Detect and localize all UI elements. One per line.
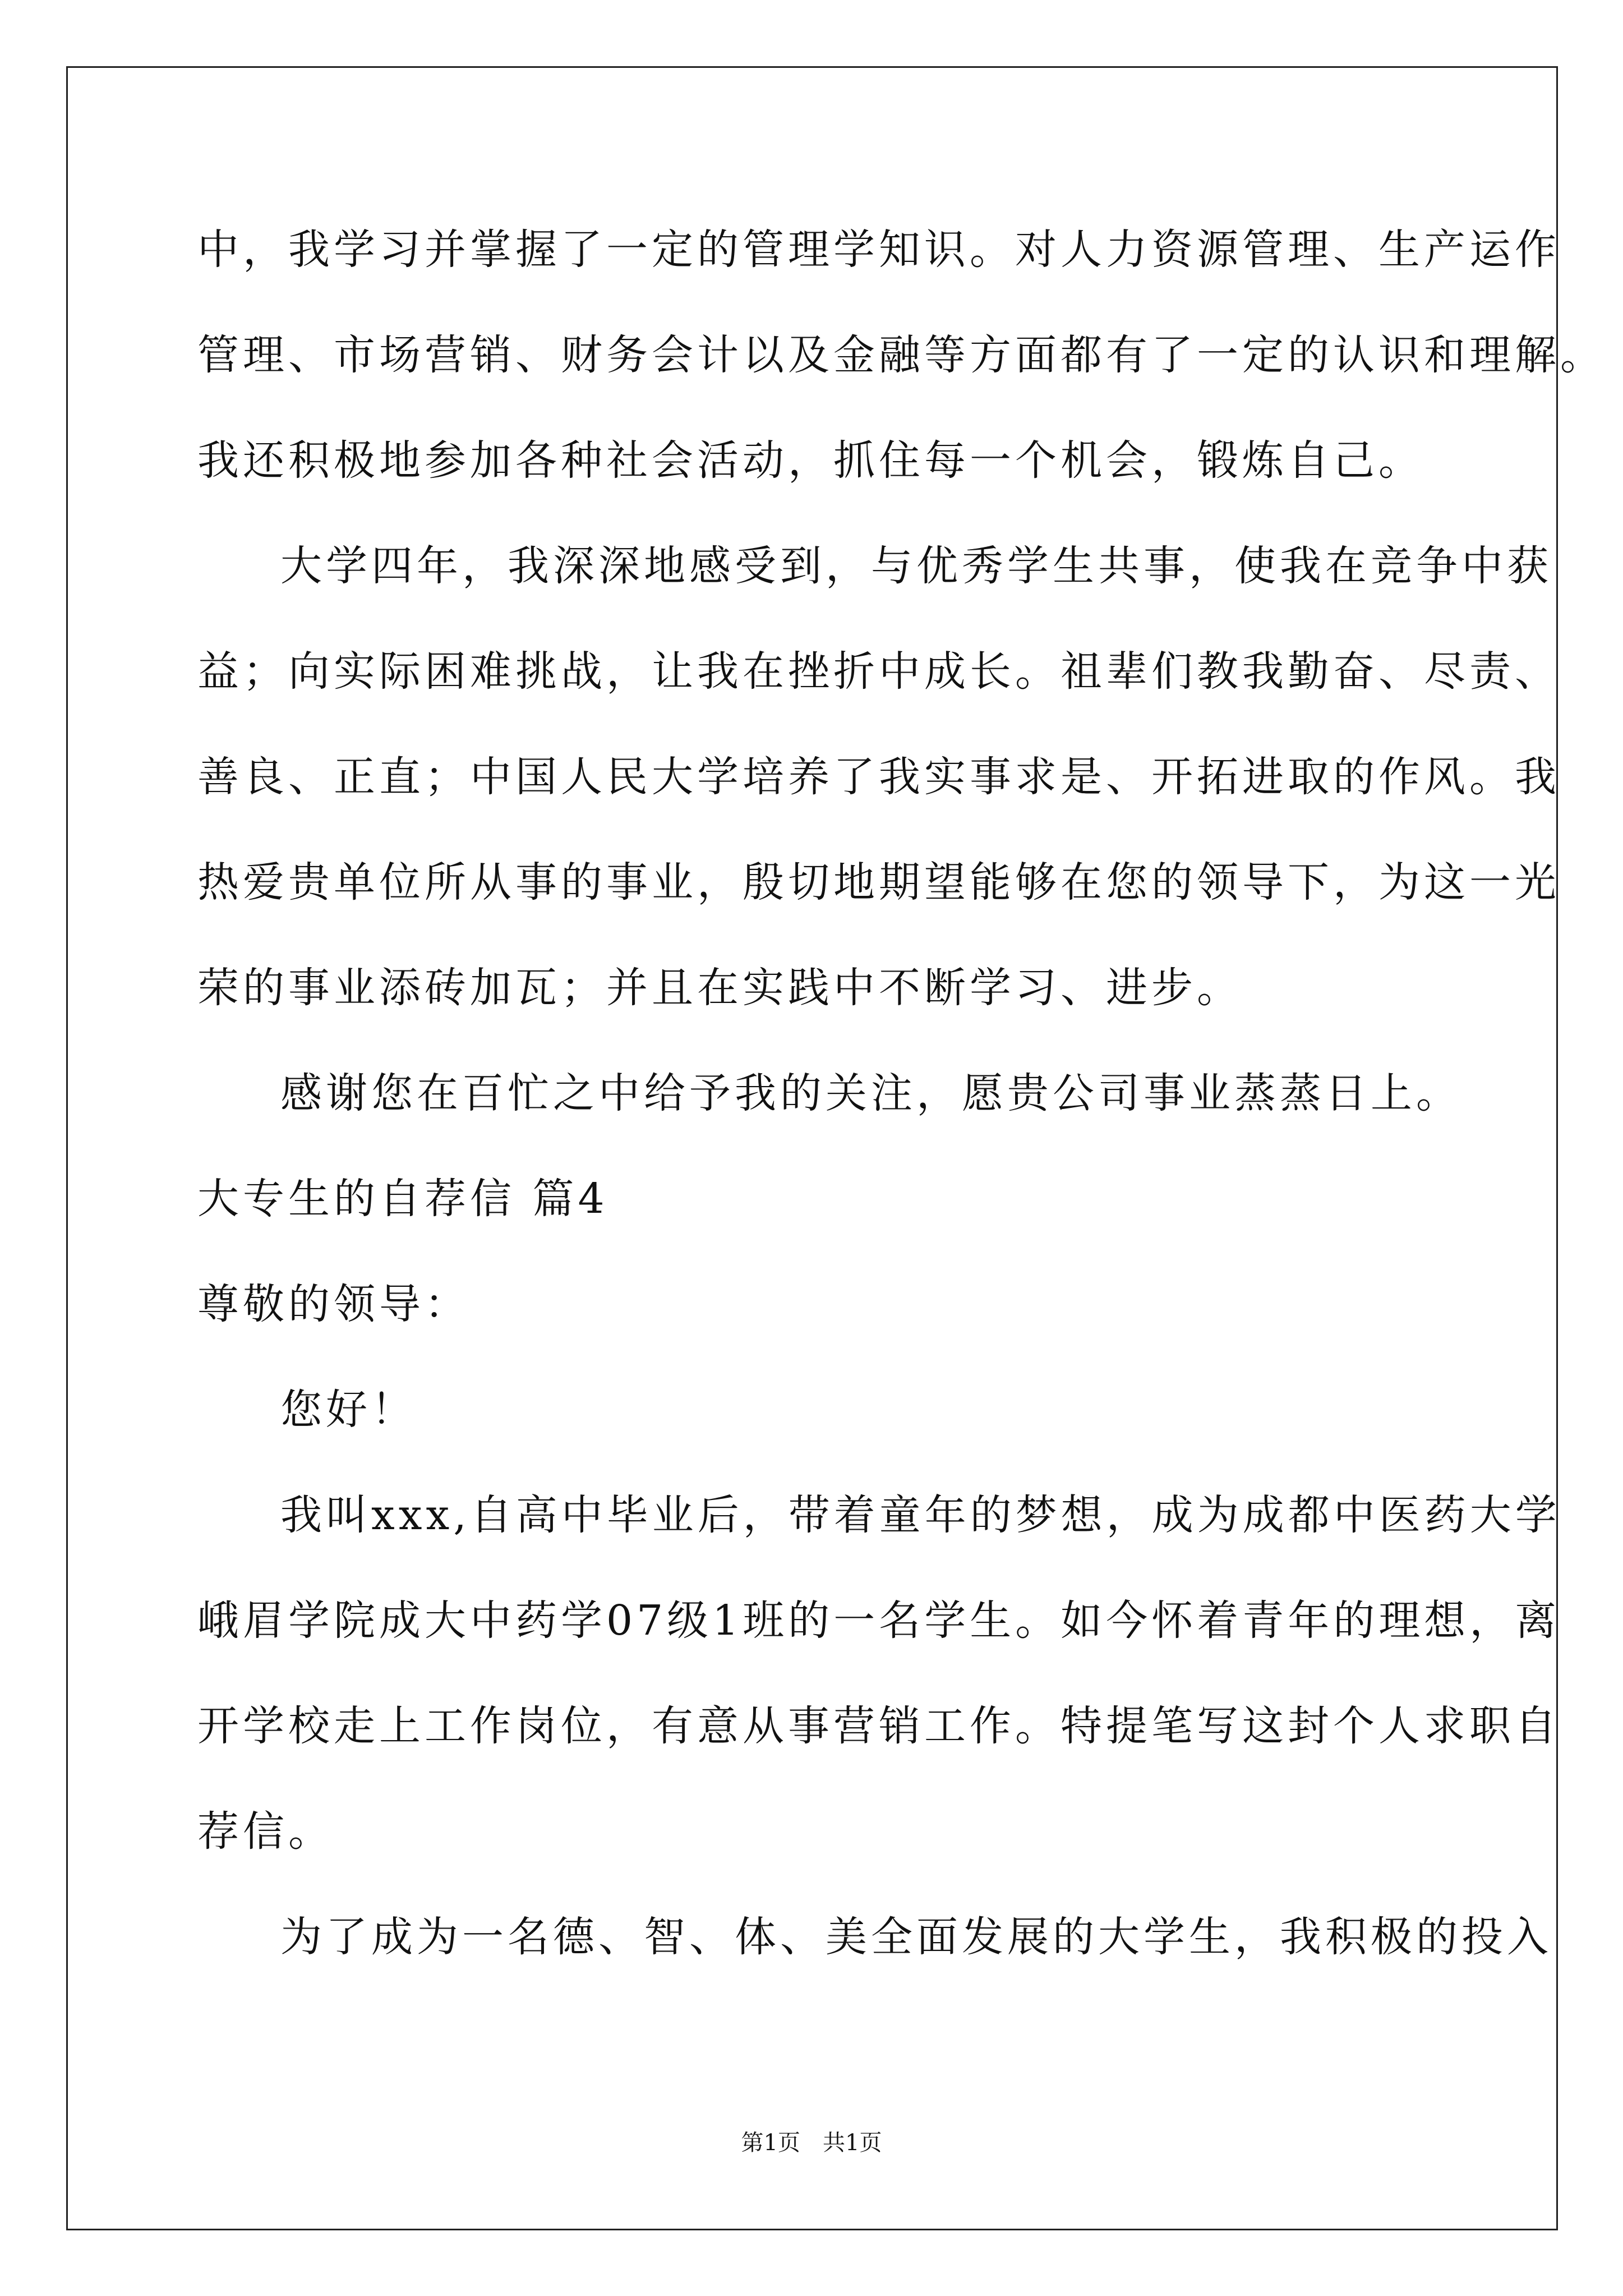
text-line: 荣的事业添砖加瓦；并且在实践中不断学习、进步。 — [197, 964, 1242, 1012]
text-line: 峨眉学院成大中药学07级1班的一名学生。如今怀着青年的理想，离 — [197, 1596, 1561, 1645]
paragraph-start-line: 我叫xxx,自高中毕业后，带着童年的梦想，成为成都中医药大学 — [280, 1491, 1561, 1539]
section-heading: 大专生的自荐信 篇4 — [197, 1175, 608, 1223]
paragraph-start-line: 大学四年，我深深地感受到，与优秀学生共事，使我在竞争中获 — [280, 542, 1552, 590]
text-line: 开学校走上工作岗位，有意从事营销工作。特提笔写这封个人求职自 — [197, 1702, 1560, 1750]
text-line: 热爱贵单位所从事的事业，殷切地期望能够在您的领导下，为这一光 — [197, 858, 1560, 907]
text-line: 中，我学习并掌握了一定的管理学知识。对人力资源管理、生产运作 — [197, 226, 1560, 274]
paragraph-start-line: 感谢您在百忙之中给予我的关注，愿贵公司事业蒸蒸日上。 — [280, 1069, 1461, 1117]
greeting: 您好！ — [280, 1386, 417, 1434]
salutation: 尊敬的领导： — [197, 1280, 470, 1328]
text-line: 善良、正直；中国人民大学培养了我实事求是、开拓进取的作风。我 — [197, 753, 1560, 801]
page-number: 第1页 共1页 — [741, 2130, 882, 2156]
paragraph-start-line: 为了成为一名德、智、体、美全面发展的大学生，我积极的投入 — [280, 1913, 1552, 1961]
text-line: 益；向实际困难挑战，让我在挫折中成长。祖辈们教我勤奋、尽责、 — [197, 647, 1560, 696]
text-line: 管理、市场营销、财务会计以及金融等方面都有了一定的认识和理解。 — [197, 331, 1606, 379]
text-line: 我还积极地参加各种社会活动，抓住每一个机会，锻炼自己。 — [197, 436, 1424, 485]
text-line: 荐信。 — [197, 1807, 334, 1856]
